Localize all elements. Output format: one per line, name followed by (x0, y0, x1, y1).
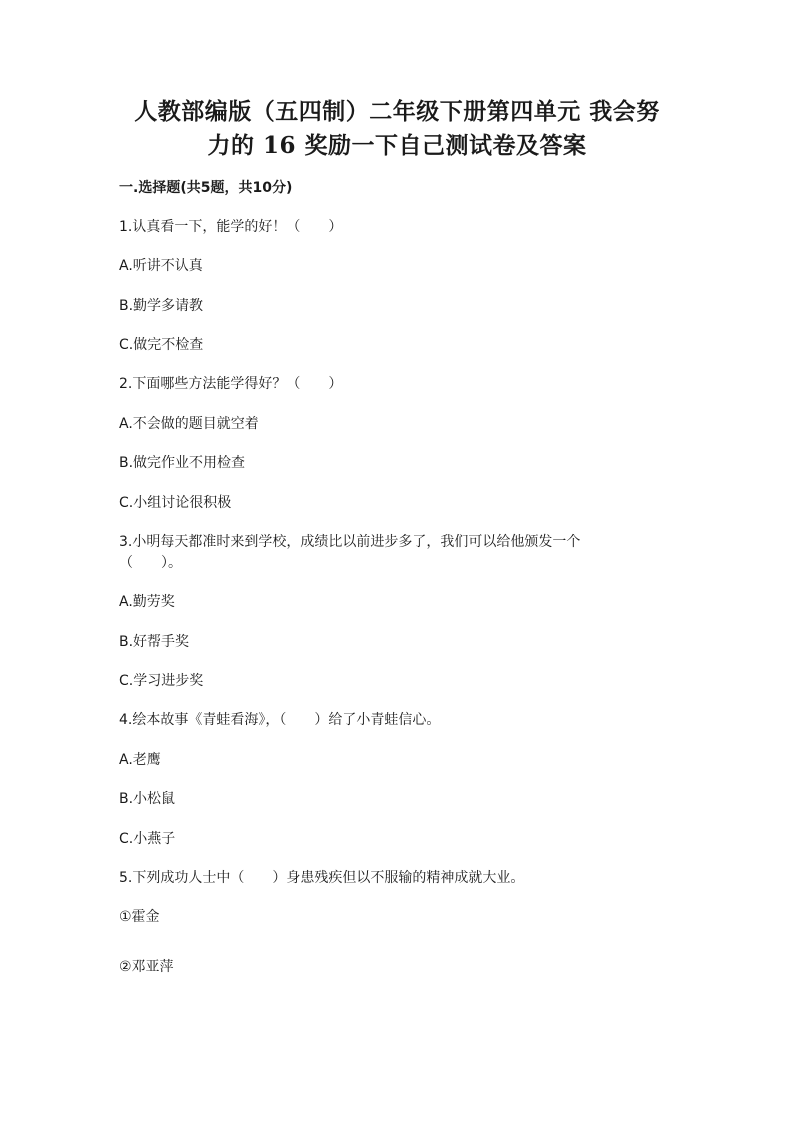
question-3-stem-line-1: 3.小明每天都准时来到学校，成绩比以前进步多了，我们可以给他颁发一个 (119, 534, 581, 550)
question-3-stem-line-2: （ ）。 (119, 555, 182, 571)
question-3-option-c: C.学习进步奖 (119, 673, 204, 689)
question-5-option-2: ②邓亚萍 (119, 959, 174, 975)
document-title-line-1: 人教部编版（五四制）二年级下册第四单元 我会努 (134, 98, 660, 125)
question-3-option-b: B.好帮手奖 (119, 634, 190, 650)
question-2-stem: 2.下面哪些方法能学得好？（ ） (119, 376, 343, 392)
question-5-option-1: ①霍金 (119, 909, 160, 925)
question-1-option-c: C.做完不检查 (119, 337, 204, 353)
question-3-option-a: A.勤劳奖 (119, 594, 175, 610)
question-1-option-b: B.勤学多请教 (119, 298, 204, 314)
question-4-option-b: B.小松鼠 (119, 791, 176, 807)
section-heading: 一.选择题(共5题，共10分) (119, 180, 293, 196)
question-1-option-a: A.听讲不认真 (119, 258, 203, 274)
question-4-option-c: C.小燕子 (119, 831, 176, 847)
question-4-stem: 4.绘本故事《青蛙看海》，（ ）给了小青蛙信心。 (119, 712, 441, 728)
question-2-option-a: A.不会做的题目就空着 (119, 416, 259, 432)
question-2-option-b: B.做完作业不用检查 (119, 455, 246, 471)
question-4-option-a: A.老鹰 (119, 752, 161, 768)
question-5-stem: 5.下列成功人士中（ ）身患残疾但以不服输的精神成就大业。 (119, 870, 525, 886)
question-1-stem: 1.认真看一下，能学的好！（ ） (119, 219, 343, 235)
document-title-line-2: 力的 16 奖励一下自己测试卷及答案 (207, 132, 587, 159)
question-2-option-c: C.小组讨论很积极 (119, 495, 232, 511)
